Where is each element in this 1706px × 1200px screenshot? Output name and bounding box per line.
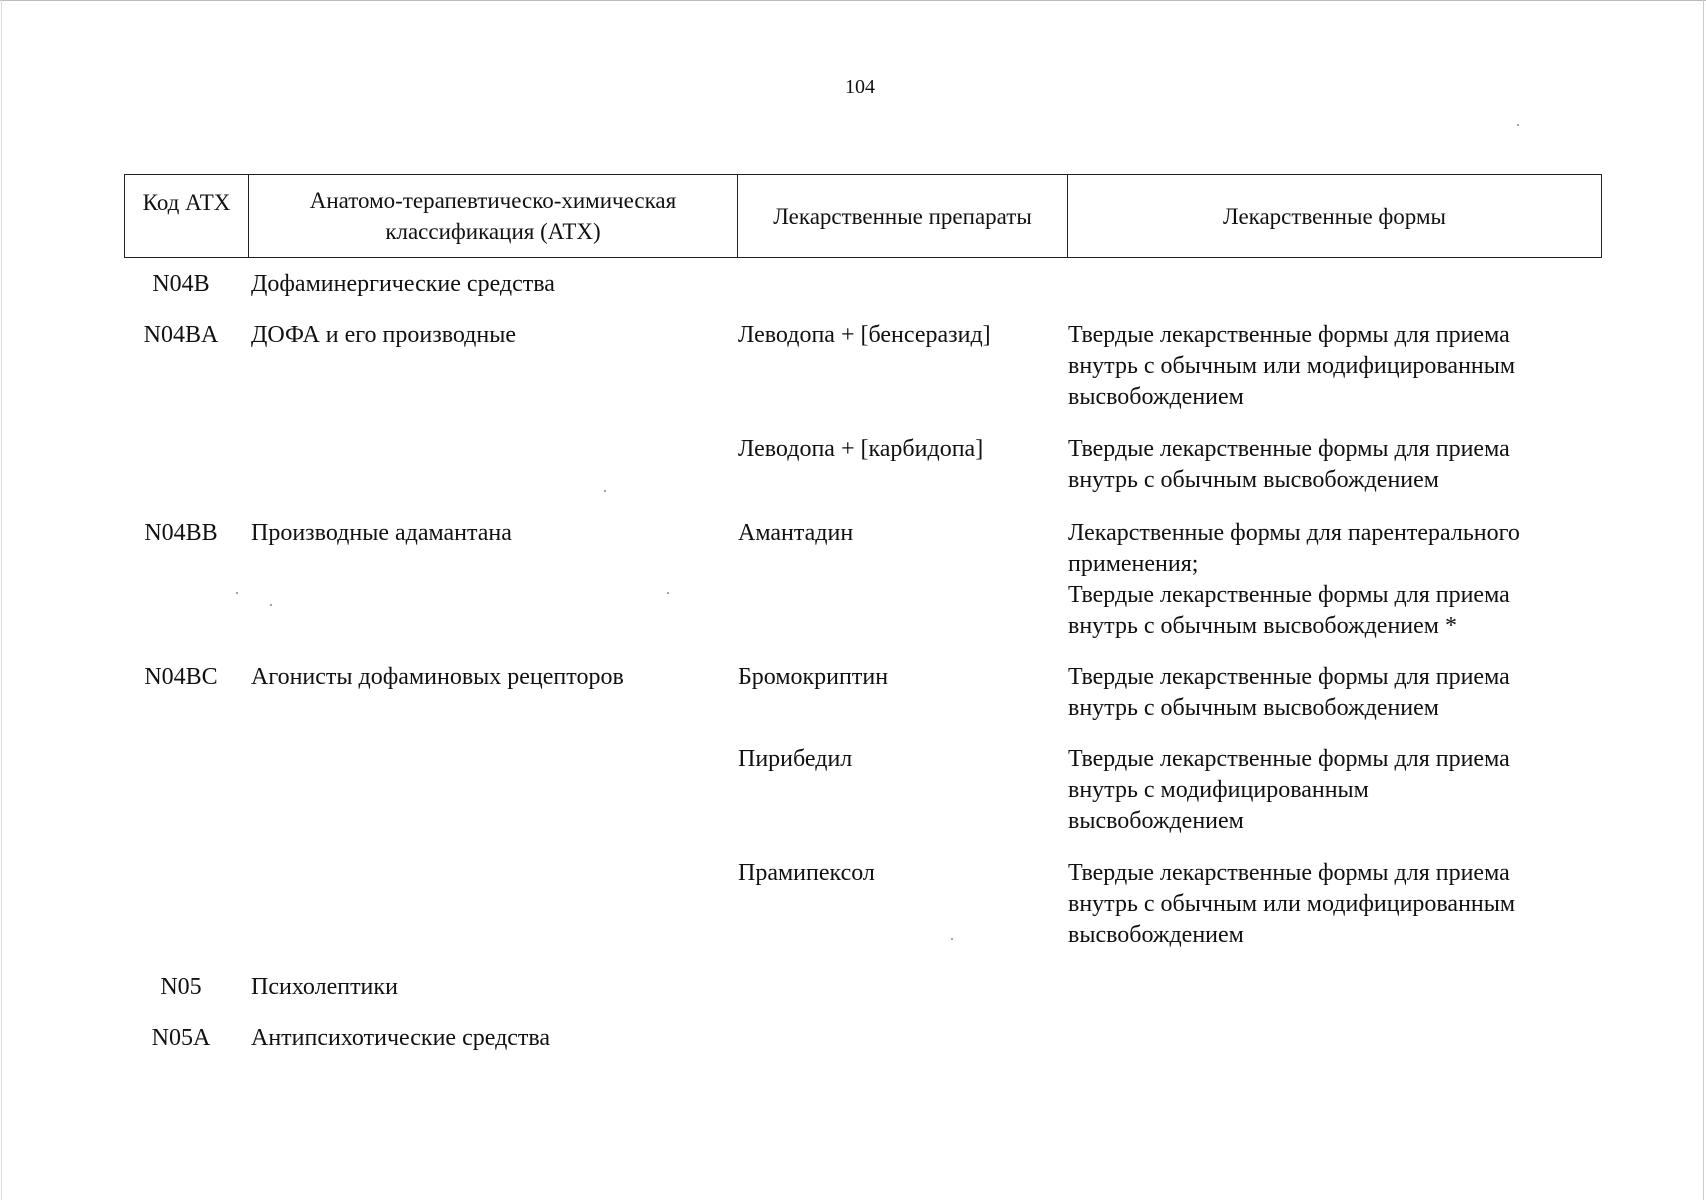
row-form-line: высвобождением <box>1068 922 1244 948</box>
header-classification-text: Анатомо-терапевтическо-химическая классификация (АТХ) <box>309 188 677 244</box>
row-form-line: внутрь с обычным или модифицированным <box>1068 891 1516 917</box>
scan-speck <box>1517 124 1519 126</box>
header-classification <box>249 175 738 257</box>
row-form-line: Лекарственные формы для парентерального <box>1068 520 1520 546</box>
scan-edge-right <box>1703 0 1704 1200</box>
row-code: N04BB <box>144 520 218 546</box>
row-drug: Прамипексол <box>738 860 875 886</box>
row-code: N05 <box>160 974 202 1000</box>
row-code: N04BA <box>143 322 219 348</box>
row-code: N05A <box>151 1025 211 1051</box>
row-form-line: применения; <box>1068 551 1199 577</box>
row-form-line: внутрь с обычным высвобождением <box>1068 467 1439 493</box>
row-classification: ДОФА и его производные <box>251 322 516 348</box>
row-form-line: высвобождением <box>1068 384 1244 410</box>
row-form-line: внутрь с обычным высвобождением <box>1068 695 1439 721</box>
row-classification: Производные адамантана <box>251 520 512 546</box>
scan-edge-left <box>1 0 2 1200</box>
scan-speck <box>236 592 238 594</box>
table-header <box>124 174 1602 258</box>
row-drug: Бромокриптин <box>738 664 889 690</box>
row-form-line: Твердые лекарственные формы для приема <box>1068 746 1510 772</box>
row-drug: Пирибедил <box>738 746 853 772</box>
scan-speck <box>667 592 669 594</box>
scan-edge-top <box>0 0 1706 1</box>
header-drugs: Лекарственные препараты <box>738 175 1068 257</box>
row-classification: Антипсихотические средства <box>251 1025 551 1051</box>
row-form-line: Твердые лекарственные формы для приема <box>1068 582 1510 608</box>
row-classification: Агонисты дофаминовых рецепторов <box>251 664 624 690</box>
row-classification: Дофаминергические средства <box>251 271 555 297</box>
header-code: Код АТХ <box>125 175 249 257</box>
header-forms: Лекарственные формы <box>1223 203 1446 229</box>
row-form-line: высвобождением <box>1068 808 1244 834</box>
row-classification: Психолептики <box>251 974 398 1000</box>
scan-speck <box>951 938 953 940</box>
row-form-line: Твердые лекарственные формы для приема <box>1068 436 1510 462</box>
row-form-line: Твердые лекарственные формы для приема <box>1068 860 1510 886</box>
row-code: N04B <box>152 271 210 297</box>
row-form-line: Твердые лекарственные формы для приема <box>1068 322 1510 348</box>
row-code: N04BC <box>144 664 218 690</box>
row-form-line: внутрь с обычным или модифицированным <box>1068 353 1516 379</box>
scan-speck <box>270 604 272 606</box>
row-drug: Амантадин <box>738 520 854 546</box>
row-drug: Леводопа + [бенсеразид] <box>738 322 991 348</box>
row-drug: Леводопа + [карбидопа] <box>738 436 984 462</box>
row-form-line: внутрь с обычным высвобождением * <box>1068 613 1457 639</box>
row-form-line: внутрь с модифицированным <box>1068 777 1369 803</box>
scan-speck <box>604 490 606 492</box>
row-form-line: Твердые лекарственные формы для приема <box>1068 664 1510 690</box>
page-number: 104 <box>845 76 875 98</box>
